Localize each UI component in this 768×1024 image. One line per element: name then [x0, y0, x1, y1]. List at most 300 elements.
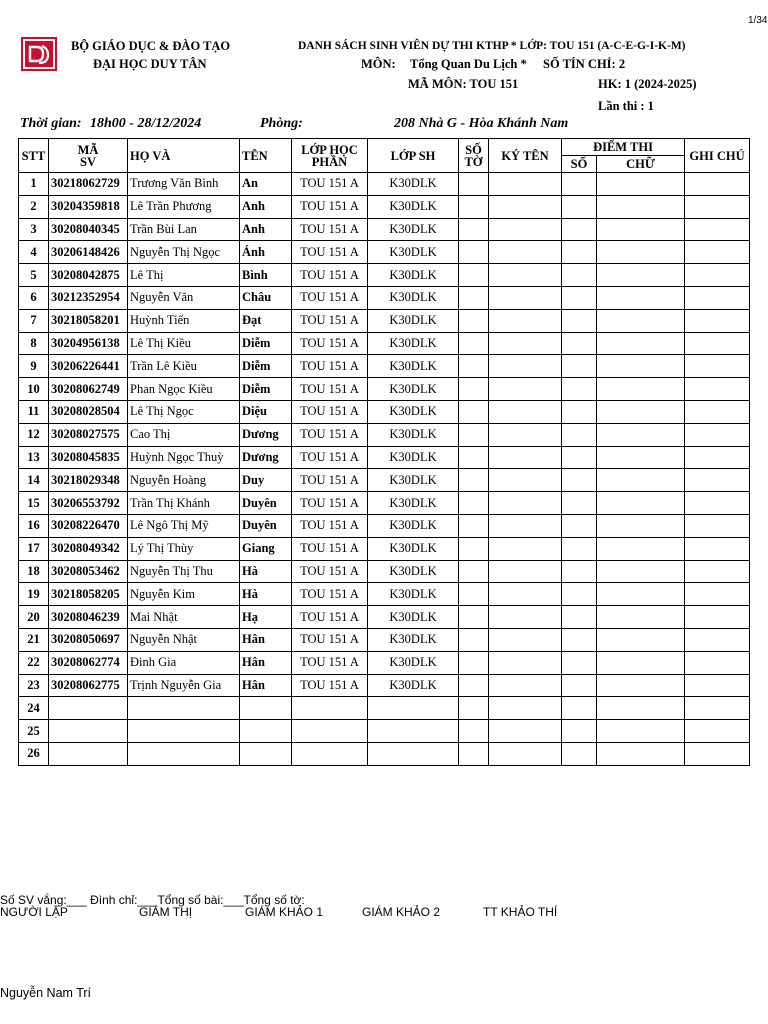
- row-home-class: K30DLK: [368, 628, 459, 651]
- row-student-id: 30208226470: [49, 514, 128, 537]
- row-score-number: [562, 469, 597, 492]
- row-signature: [489, 720, 562, 743]
- row-first-name: An: [240, 173, 292, 196]
- table-row: [19, 218, 750, 241]
- row-note: [685, 583, 750, 606]
- row-stt: 3: [19, 218, 49, 241]
- row-score-words: [597, 560, 685, 583]
- credits: SỐ TÍN CHỈ: 2: [543, 57, 626, 71]
- header-diem-thi: ĐIỂM THI: [562, 139, 685, 156]
- row-first-name: Bình: [240, 264, 292, 287]
- row-home-class: K30DLK: [368, 286, 459, 309]
- row-signature: [489, 264, 562, 287]
- row-note: [685, 241, 750, 264]
- row-last-middle-name: Trần Lê Kiều: [128, 355, 240, 378]
- row-stt: 24: [19, 697, 49, 720]
- row-signature: [489, 218, 562, 241]
- row-sheet-count: [459, 309, 489, 332]
- role-invigilator: GIÁM THỊ: [139, 905, 193, 919]
- row-stt: 26: [19, 742, 49, 765]
- row-home-class: K30DLK: [368, 378, 459, 401]
- row-course-class: TOU 151 A: [292, 195, 368, 218]
- student-roster-table: [18, 138, 750, 766]
- row-student-id: 30208049342: [49, 537, 128, 560]
- row-score-words: [597, 628, 685, 651]
- row-score-words: [597, 241, 685, 264]
- row-home-class: [368, 720, 459, 743]
- header-stt: STT: [19, 139, 49, 173]
- row-sheet-count: [459, 697, 489, 720]
- row-score-number: [562, 674, 597, 697]
- header-so-to: SỐ TỜ: [459, 139, 489, 173]
- table-row: [19, 332, 750, 355]
- row-course-class: TOU 151 A: [292, 264, 368, 287]
- row-last-middle-name: [128, 697, 240, 720]
- row-score-number: [562, 355, 597, 378]
- row-signature: [489, 286, 562, 309]
- row-score-number: [562, 492, 597, 515]
- row-first-name: Duyên: [240, 492, 292, 515]
- row-note: [685, 742, 750, 765]
- row-home-class: K30DLK: [368, 423, 459, 446]
- row-student-id: 30212352954: [49, 286, 128, 309]
- row-home-class: K30DLK: [368, 400, 459, 423]
- row-last-middle-name: Nguyễn Văn: [128, 286, 240, 309]
- row-note: [685, 355, 750, 378]
- row-score-number: [562, 173, 597, 196]
- row-score-words: [597, 355, 685, 378]
- row-note: [685, 514, 750, 537]
- row-score-words: [597, 173, 685, 196]
- row-course-class: TOU 151 A: [292, 423, 368, 446]
- header-lop-sh: LỚP SH: [368, 139, 459, 173]
- row-score-number: [562, 606, 597, 629]
- row-student-id: [49, 720, 128, 743]
- row-stt: 16: [19, 514, 49, 537]
- row-first-name: Hạ: [240, 606, 292, 629]
- row-student-id: 30206553792: [49, 492, 128, 515]
- row-score-number: [562, 720, 597, 743]
- row-first-name: Diễm: [240, 355, 292, 378]
- room-label: Phòng:: [260, 116, 303, 131]
- row-note: [685, 195, 750, 218]
- row-first-name: Hà: [240, 560, 292, 583]
- row-sheet-count: [459, 355, 489, 378]
- row-score-number: [562, 583, 597, 606]
- row-score-words: [597, 514, 685, 537]
- row-score-number: [562, 400, 597, 423]
- row-score-words: [597, 720, 685, 743]
- row-stt: 1: [19, 173, 49, 196]
- time-label: Thời gian:: [20, 116, 82, 131]
- row-note: [685, 218, 750, 241]
- row-stt: 7: [19, 309, 49, 332]
- row-student-id: 30208062775: [49, 674, 128, 697]
- row-signature: [489, 378, 562, 401]
- row-signature: [489, 241, 562, 264]
- row-course-class: TOU 151 A: [292, 514, 368, 537]
- page-number: 1/34: [748, 15, 768, 26]
- row-note: [685, 286, 750, 309]
- header-ky-ten: KÝ TÊN: [489, 139, 562, 173]
- row-score-words: [597, 218, 685, 241]
- row-note: [685, 537, 750, 560]
- header-ghi-chu: GHI CHÚ: [685, 139, 750, 173]
- header-diem-chu: CHỮ: [597, 156, 685, 173]
- row-course-class: TOU 151 A: [292, 674, 368, 697]
- row-note: [685, 400, 750, 423]
- row-stt: 10: [19, 378, 49, 401]
- row-course-class: TOU 151 A: [292, 560, 368, 583]
- row-home-class: K30DLK: [368, 537, 459, 560]
- row-sheet-count: [459, 332, 489, 355]
- role-examiner-2: GIÁM KHẢO 2: [362, 905, 441, 919]
- row-note: [685, 173, 750, 196]
- row-stt: 20: [19, 606, 49, 629]
- row-signature: [489, 423, 562, 446]
- row-score-words: [597, 537, 685, 560]
- table-row: [19, 309, 750, 332]
- row-signature: [489, 514, 562, 537]
- row-signature: [489, 195, 562, 218]
- row-sheet-count: [459, 446, 489, 469]
- row-student-id: 30206148426: [49, 241, 128, 264]
- row-note: [685, 264, 750, 287]
- row-score-words: [597, 697, 685, 720]
- row-last-middle-name: Mai Nhật: [128, 606, 240, 629]
- row-course-class: TOU 151 A: [292, 218, 368, 241]
- row-signature: [489, 651, 562, 674]
- row-score-words: [597, 309, 685, 332]
- row-score-number: [562, 378, 597, 401]
- row-last-middle-name: Nguyễn Thị Thu: [128, 560, 240, 583]
- row-student-id: 30218062729: [49, 173, 128, 196]
- row-home-class: K30DLK: [368, 651, 459, 674]
- row-score-number: [562, 742, 597, 765]
- row-score-words: [597, 674, 685, 697]
- row-sheet-count: [459, 537, 489, 560]
- row-sheet-count: [459, 583, 489, 606]
- row-last-middle-name: [128, 742, 240, 765]
- row-first-name: Anh: [240, 218, 292, 241]
- row-score-words: [597, 446, 685, 469]
- row-home-class: K30DLK: [368, 560, 459, 583]
- table-row: [19, 651, 750, 674]
- table-row: [19, 286, 750, 309]
- row-sheet-count: [459, 241, 489, 264]
- row-student-id: 30218058205: [49, 583, 128, 606]
- row-course-class: TOU 151 A: [292, 286, 368, 309]
- row-sheet-count: [459, 400, 489, 423]
- header-ma-sv: MÃ SV: [49, 139, 128, 173]
- table-row: [19, 173, 750, 196]
- row-last-middle-name: Nguyễn Thị Ngọc: [128, 241, 240, 264]
- table-row: [19, 560, 750, 583]
- row-stt: 14: [19, 469, 49, 492]
- table-row: [19, 264, 750, 287]
- row-course-class: [292, 697, 368, 720]
- table-row: [19, 355, 750, 378]
- row-stt: 21: [19, 628, 49, 651]
- row-signature: [489, 697, 562, 720]
- row-first-name: Duyên: [240, 514, 292, 537]
- row-signature: [489, 742, 562, 765]
- table-row: [19, 583, 750, 606]
- row-signature: [489, 355, 562, 378]
- row-sheet-count: [459, 651, 489, 674]
- table-row: [19, 674, 750, 697]
- row-course-class: [292, 742, 368, 765]
- row-signature: [489, 469, 562, 492]
- row-score-words: [597, 332, 685, 355]
- row-course-class: TOU 151 A: [292, 469, 368, 492]
- row-student-id: 30208053462: [49, 560, 128, 583]
- row-student-id: 30218058201: [49, 309, 128, 332]
- row-course-class: TOU 151 A: [292, 583, 368, 606]
- row-sheet-count: [459, 560, 489, 583]
- row-last-middle-name: Trần Bùi Lan: [128, 218, 240, 241]
- row-first-name: Hân: [240, 651, 292, 674]
- row-first-name: [240, 720, 292, 743]
- row-score-number: [562, 264, 597, 287]
- row-home-class: K30DLK: [368, 355, 459, 378]
- row-signature: [489, 400, 562, 423]
- row-note: [685, 628, 750, 651]
- row-score-number: [562, 446, 597, 469]
- row-course-class: TOU 151 A: [292, 378, 368, 401]
- list-title: DANH SÁCH SINH VIÊN DỰ THI KTHP * LỚP: TOU 151 (A-C-E-G-I-K-M): [298, 40, 686, 52]
- row-score-number: [562, 195, 597, 218]
- row-last-middle-name: Nguyễn Nhật: [128, 628, 240, 651]
- row-student-id: 30208062774: [49, 651, 128, 674]
- row-score-words: [597, 469, 685, 492]
- role-preparer: NGƯỜI LẬP: [0, 905, 68, 919]
- row-student-id: 30208028504: [49, 400, 128, 423]
- row-stt: 18: [19, 560, 49, 583]
- row-sheet-count: [459, 469, 489, 492]
- row-sheet-count: [459, 606, 489, 629]
- row-score-words: [597, 742, 685, 765]
- row-signature: [489, 674, 562, 697]
- row-student-id: 30218029348: [49, 469, 128, 492]
- row-score-words: [597, 423, 685, 446]
- university-logo: [21, 37, 57, 71]
- row-course-class: TOU 151 A: [292, 400, 368, 423]
- row-last-middle-name: Trịnh Nguyễn Gia: [128, 674, 240, 697]
- row-stt: 13: [19, 446, 49, 469]
- table-row: [19, 742, 750, 765]
- table-row: [19, 697, 750, 720]
- row-home-class: K30DLK: [368, 583, 459, 606]
- row-course-class: TOU 151 A: [292, 309, 368, 332]
- row-course-class: TOU 151 A: [292, 355, 368, 378]
- row-last-middle-name: Phan Ngọc Kiều: [128, 378, 240, 401]
- row-stt: 17: [19, 537, 49, 560]
- row-note: [685, 378, 750, 401]
- row-student-id: 30204956138: [49, 332, 128, 355]
- row-course-class: TOU 151 A: [292, 628, 368, 651]
- row-score-words: [597, 400, 685, 423]
- subject-value: Tổng Quan Du Lịch *: [410, 57, 527, 71]
- row-signature: [489, 628, 562, 651]
- row-home-class: K30DLK: [368, 195, 459, 218]
- row-note: [685, 674, 750, 697]
- row-last-middle-name: Lý Thị Thùy: [128, 537, 240, 560]
- row-home-class: K30DLK: [368, 332, 459, 355]
- row-signature: [489, 537, 562, 560]
- table-row: [19, 423, 750, 446]
- preparer-name: Nguyễn Nam Trí: [0, 986, 92, 1000]
- row-stt: 11: [19, 400, 49, 423]
- row-sheet-count: [459, 378, 489, 401]
- row-last-middle-name: [128, 720, 240, 743]
- table-row: [19, 628, 750, 651]
- row-note: [685, 469, 750, 492]
- row-sheet-count: [459, 195, 489, 218]
- row-home-class: K30DLK: [368, 492, 459, 515]
- row-note: [685, 492, 750, 515]
- table-row: [19, 469, 750, 492]
- row-student-id: 30208062749: [49, 378, 128, 401]
- org-line2: ĐẠI HỌC DUY TÂN: [93, 57, 207, 71]
- row-signature: [489, 492, 562, 515]
- row-stt: 23: [19, 674, 49, 697]
- row-stt: 19: [19, 583, 49, 606]
- row-score-number: [562, 241, 597, 264]
- row-last-middle-name: Lê Thị Kiều: [128, 332, 240, 355]
- table-row: [19, 606, 750, 629]
- header-lop-hoc-phan: LỚP HỌC PHẦN: [292, 139, 368, 173]
- row-note: [685, 560, 750, 583]
- row-note: [685, 606, 750, 629]
- row-student-id: 30208040345: [49, 218, 128, 241]
- row-signature: [489, 332, 562, 355]
- row-score-number: [562, 286, 597, 309]
- row-signature: [489, 560, 562, 583]
- row-student-id: 30208046239: [49, 606, 128, 629]
- row-home-class: [368, 742, 459, 765]
- row-course-class: TOU 151 A: [292, 492, 368, 515]
- row-student-id: 30204359818: [49, 195, 128, 218]
- subject-label: MÔN:: [361, 57, 396, 71]
- row-first-name: Dương: [240, 423, 292, 446]
- row-home-class: K30DLK: [368, 446, 459, 469]
- row-score-number: [562, 628, 597, 651]
- row-note: [685, 332, 750, 355]
- table-row: [19, 195, 750, 218]
- row-student-id: [49, 697, 128, 720]
- row-home-class: K30DLK: [368, 674, 459, 697]
- row-first-name: [240, 742, 292, 765]
- row-score-words: [597, 264, 685, 287]
- row-signature: [489, 606, 562, 629]
- row-first-name: [240, 697, 292, 720]
- row-first-name: Châu: [240, 286, 292, 309]
- row-last-middle-name: Đinh Gia: [128, 651, 240, 674]
- row-last-middle-name: Lê Thị: [128, 264, 240, 287]
- row-score-number: [562, 309, 597, 332]
- exam-attempt: Lần thi : 1: [598, 99, 654, 113]
- row-course-class: TOU 151 A: [292, 651, 368, 674]
- row-note: [685, 697, 750, 720]
- row-course-class: TOU 151 A: [292, 173, 368, 196]
- row-student-id: 30208045835: [49, 446, 128, 469]
- row-last-middle-name: Cao Thị: [128, 423, 240, 446]
- room-value: 208 Nhà G - Hòa Khánh Nam: [394, 116, 569, 131]
- row-sheet-count: [459, 492, 489, 515]
- time-value: 18h00 - 28/12/2024: [90, 116, 202, 131]
- row-last-middle-name: Nguyễn Hoàng: [128, 469, 240, 492]
- row-first-name: Ánh: [240, 241, 292, 264]
- row-home-class: K30DLK: [368, 173, 459, 196]
- row-score-words: [597, 195, 685, 218]
- row-note: [685, 309, 750, 332]
- row-score-words: [597, 606, 685, 629]
- table-row: [19, 720, 750, 743]
- row-student-id: 30208027575: [49, 423, 128, 446]
- header-ten: TÊN: [240, 139, 292, 173]
- row-student-id: 30208050697: [49, 628, 128, 651]
- row-first-name: Đạt: [240, 309, 292, 332]
- course-code: MÃ MÔN: TOU 151: [408, 77, 519, 91]
- row-score-number: [562, 218, 597, 241]
- row-last-middle-name: Lê Thị Ngọc: [128, 400, 240, 423]
- row-stt: 25: [19, 720, 49, 743]
- row-score-words: [597, 651, 685, 674]
- row-stt: 6: [19, 286, 49, 309]
- row-first-name: Duy: [240, 469, 292, 492]
- header-ho-va: HỌ VÀ: [128, 139, 240, 173]
- row-course-class: TOU 151 A: [292, 241, 368, 264]
- row-signature: [489, 583, 562, 606]
- row-sheet-count: [459, 628, 489, 651]
- semester: HK: 1 (2024-2025): [598, 77, 697, 91]
- row-last-middle-name: Lê Ngô Thị Mỹ: [128, 514, 240, 537]
- table-row: [19, 400, 750, 423]
- row-home-class: [368, 697, 459, 720]
- row-first-name: Dương: [240, 446, 292, 469]
- row-sheet-count: [459, 423, 489, 446]
- row-home-class: K30DLK: [368, 309, 459, 332]
- role-exam-center: TT KHẢO THÍ: [483, 905, 558, 919]
- row-stt: 12: [19, 423, 49, 446]
- row-stt: 4: [19, 241, 49, 264]
- row-student-id: 30208042875: [49, 264, 128, 287]
- table-row: [19, 446, 750, 469]
- row-sheet-count: [459, 674, 489, 697]
- header-diem-so: SỐ: [562, 156, 597, 173]
- row-signature: [489, 446, 562, 469]
- row-course-class: TOU 151 A: [292, 537, 368, 560]
- row-home-class: K30DLK: [368, 606, 459, 629]
- row-score-number: [562, 537, 597, 560]
- table-row: [19, 537, 750, 560]
- table-row: [19, 241, 750, 264]
- row-student-id: [49, 742, 128, 765]
- row-sheet-count: [459, 514, 489, 537]
- row-first-name: Hân: [240, 674, 292, 697]
- row-home-class: K30DLK: [368, 514, 459, 537]
- row-last-middle-name: Trương Văn Bình: [128, 173, 240, 196]
- role-examiner-1: GIÁM KHẢO 1: [245, 905, 324, 919]
- row-note: [685, 651, 750, 674]
- row-note: [685, 720, 750, 743]
- row-score-number: [562, 560, 597, 583]
- row-home-class: K30DLK: [368, 241, 459, 264]
- row-home-class: K30DLK: [368, 218, 459, 241]
- row-score-number: [562, 651, 597, 674]
- row-stt: 9: [19, 355, 49, 378]
